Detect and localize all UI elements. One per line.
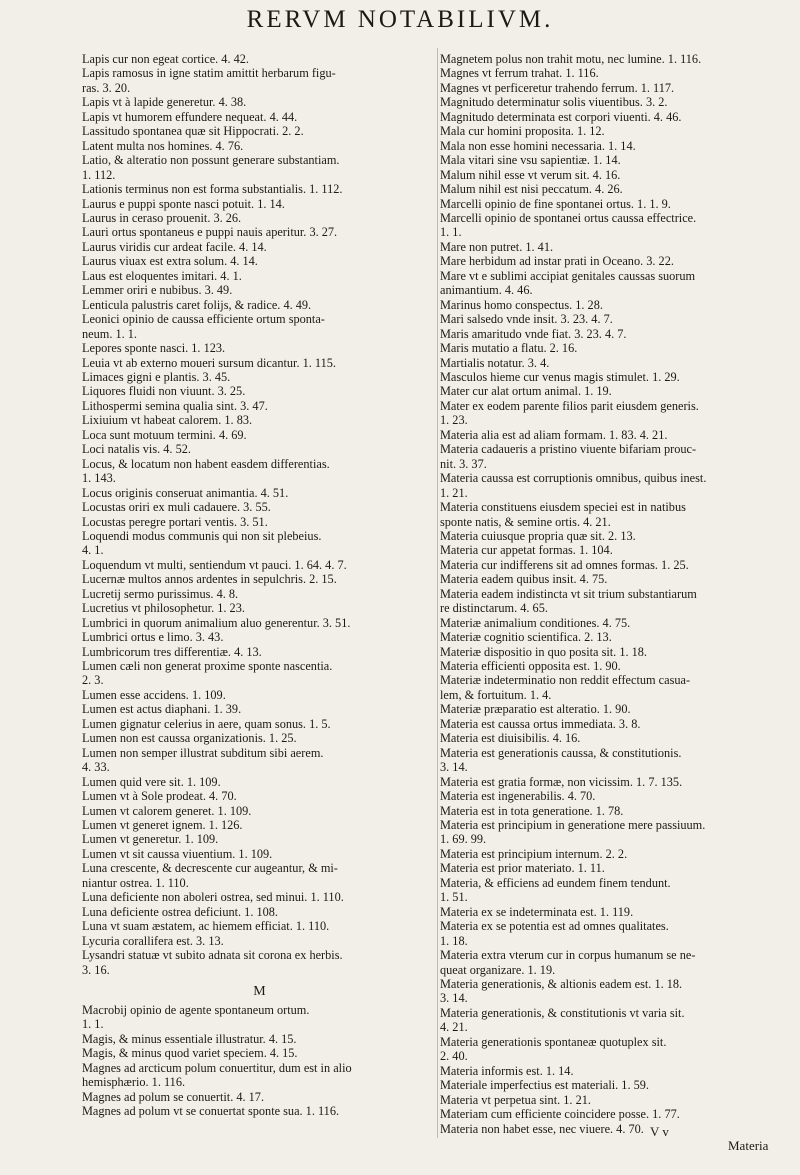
index-entry: Latent multa nos homines. 4. 76. (82, 138, 244, 153)
index-entry: Loca sunt motuum termini. 4. 69. (82, 427, 247, 442)
index-entry: sponte natis, & semine ortis. 4. 21. (440, 514, 611, 529)
index-entry: Loquendi modus communis qui non sit plebeius. (82, 528, 322, 543)
index-entry: Laurus in ceraso prouenit. 3. 26. (82, 210, 242, 225)
index-entry: 1. 143. (82, 471, 116, 486)
section-letter-heading: M (253, 984, 266, 999)
index-entry: Loquendum vt multi, sentiendum vt pauci. 1. 64. 4. 7. (82, 557, 347, 572)
index-entry: Materia est generationis caussa, & constitutionis. (440, 745, 682, 760)
index-entry: lem, & fortuitum. 1. 4. (440, 687, 552, 702)
index-entry: Malum nihil esse vt verum sit. 4. 16. (440, 167, 621, 182)
index-entry: Mare non putret. 1. 41. (440, 239, 554, 254)
index-entry: 1. 1. (440, 225, 462, 240)
index-entry: 1. 18. (440, 933, 468, 948)
index-entry: Mare vt e sublimi accipiat genitales caussas suorum (440, 268, 696, 283)
index-entry: Locus originis conseruat animantia. 4. 51. (82, 485, 289, 500)
index-entry: Laurus e puppi sponte nasci potuit. 1. 14. (82, 196, 285, 211)
index-entry: Materiæ cognitio scientifica. 2. 13. (440, 630, 612, 645)
index-entry: Lapis ramosus in igne statim amittit herbarum figu- (82, 66, 336, 81)
index-entry: Lepores sponte nasci. 1. 123. (82, 341, 226, 356)
column-divider (437, 48, 438, 1138)
index-entry: Lucernæ multos annos ardentes in sepulchris. 2. 15. (82, 572, 337, 587)
index-entry: Materia generationis, & constitutionis vt varia sit. (440, 1005, 685, 1020)
index-entry: Mater ex eodem parente filios parit eiusdem generis. (440, 398, 699, 413)
index-entry: Materia est caussa ortus immediata. 3. 8. (440, 716, 641, 731)
index-entry: ras. 3. 20. (82, 80, 131, 95)
index-entry: Materia efficienti opposita est. 1. 90. (440, 659, 621, 674)
index-entry: Materia est diuisibilis. 4. 16. (440, 731, 581, 746)
index-entry: 3. 14. (440, 760, 468, 775)
index-entry: 1. 112. (82, 167, 116, 182)
index-entry: Lysandri statuæ vt subito adnata sit corona ex herbis. (82, 948, 343, 963)
index-entry: Magnes vt ferrum trahat. 1. 116. (440, 66, 599, 81)
index-entry: Leonici opinio de caussa efficiente ortum sponta- (82, 312, 325, 327)
index-entry: Lumbrici in quorum animalium aluo generentur. 3. 51. (82, 615, 351, 630)
index-entry: Masculos hieme cur venus magis stimulet. 1. 29. (440, 369, 680, 384)
index-entry: Lumen est actus diaphani. 1. 39. (82, 702, 242, 717)
index-entry: Leuia vt ab externo moueri sursum dicantur. 1. 115. (82, 355, 336, 370)
index-entry: Lumen non semper illustrat subditum sibi aerem. (82, 745, 324, 760)
right-column (440, 52, 780, 1136)
index-entry: Materiale imperfectius est materiali. 1. 59. (440, 1078, 649, 1093)
index-entry: Lumen non est caussa organizationis. 1. 25. (82, 731, 297, 746)
index-entry: Materia ex se indeterminata est. 1. 119. (440, 904, 634, 919)
index-entry: Lumen quid vere sit. 1. 109. (82, 774, 221, 789)
index-entry: Lumbricorum tres differentiæ. 4. 13. (82, 644, 262, 659)
index-entry: Magnitudo determinata est corpori viuenti. 4. 46. (440, 109, 682, 124)
index-entry: Materiæ præparatio est alteratio. 1. 90. (440, 702, 631, 717)
index-entry: animantium. 4. 46. (440, 283, 533, 298)
catchword: Materia (728, 1138, 769, 1153)
index-entry: niantur ostrea. 1. 110. (82, 875, 189, 890)
index-entry: Materia alia est ad aliam formam. 1. 83. 4. 21. (440, 427, 668, 442)
index-entry: Marcelli opinio de spontanei ortus caussa effectrice. (440, 210, 697, 225)
index-entry: Maris mutatio a flatu. 2. 16. (440, 341, 578, 356)
index-entry: Lationis terminus non est forma substantialis. 1. 112. (82, 182, 343, 197)
index-entry: Materia eadem indistincta vt sit trium substantiarum (440, 586, 697, 601)
index-entry: Laurus viuax est extra solum. 4. 14. (82, 254, 258, 269)
index-entry: Lapis vt à lapide generetur. 4. 38. (82, 95, 247, 110)
index-entry: Materia vt perpetua sint. 1. 21. (440, 1092, 591, 1107)
index-entry: Materia est ingenerabilis. 4. 70. (440, 789, 596, 804)
index-entry: Lenticula palustris caret folijs, & radice. 4. 49. (82, 297, 312, 312)
index-entry: Lapis vt humorem effundere nequeat. 4. 44. (82, 109, 298, 124)
index-entry: Lithospermi semina qualia sint. 3. 47. (82, 398, 268, 413)
index-entry: Maris amaritudo vnde fiat. 3. 23. 4. 7. (440, 326, 627, 341)
index-entry: Materia constituens eiusdem speciei est in natibus (440, 500, 686, 515)
index-entry: 4. 33. (82, 760, 110, 775)
index-entry: Materia cuiusque propria quæ sit. 2. 13. (440, 528, 636, 543)
index-entry: Materia cur appetat formas. 1. 104. (440, 543, 613, 558)
left-column (82, 52, 437, 1119)
index-entry: Lumen vt generet ignem. 1. 126. (82, 818, 243, 833)
index-entry: Materiæ indeterminatio non reddit effectum casua- (440, 673, 691, 688)
index-entry: Materia cur indifferens sit ad omnes formas. 1. 25. (440, 557, 689, 572)
right-entry-list (440, 52, 780, 1136)
index-entry: Limaces gigni e plantis. 3. 45. (82, 369, 231, 384)
index-entry: Luna deficiente non aboleri ostrea, sed minui. 1. 110. (82, 890, 344, 905)
index-entry: Materia est prior materiato. 1. 11. (440, 861, 605, 876)
index-entry: 1. 51. (440, 890, 468, 905)
index-entry: Materia informis est. 1. 14. (440, 1063, 574, 1078)
index-entry: Materiæ animalium conditiones. 4. 75. (440, 615, 631, 630)
index-entry: Luna deficiente ostrea deficiunt. 1. 108. (82, 904, 278, 919)
index-entry: Lycuria corallifera est. 3. 13. (82, 933, 224, 948)
m-section-entry-list (82, 1003, 437, 1119)
index-entry: Magis, & minus essentiale illustratur. 4. 15. (82, 1031, 297, 1046)
index-entry: 4. 1. (82, 543, 104, 558)
index-entry: Macrobij opinio de agente spontaneum ortum. (82, 1003, 310, 1017)
index-entry: Malum nihil est nisi peccatum. 4. 26. (440, 182, 623, 197)
index-entry: Materia non habet esse, nec viuere. 4. 70. (440, 1121, 644, 1136)
index-entry: Mater cur alat ortum animal. 1. 19. (440, 384, 612, 399)
index-entry: Magnes ad arcticum polum conuertitur, dum est in alio (82, 1060, 352, 1075)
index-entry: Magnes vt perficeretur trahendo ferrum. 1. 117. (440, 80, 675, 95)
index-entry: Lumen vt à Sole prodeat. 4. 70. (82, 789, 237, 804)
index-entry: Lucretius vt philosophetur. 1. 23. (82, 601, 245, 616)
index-entry: Locus, & locatum non habent easdem differentias. (82, 456, 330, 471)
index-entry: Materia cadaueris a pristino viuente bifariam prouc- (440, 442, 697, 457)
index-entry: 3. 16. (82, 962, 110, 977)
index-entry: Lumbrici ortus e limo. 3. 43. (82, 630, 224, 645)
index-entry: Materia extra vterum cur in corpus humanum se ne- (440, 948, 696, 963)
index-entry: Magnetem polus non trahit motu, nec lumine. 1. 116. (440, 52, 702, 66)
index-entry: Martialis notatur. 3. 4. (440, 355, 550, 370)
index-entry: Laurus viridis cur ardeat facile. 4. 14. (82, 239, 267, 254)
index-entry: re distinctarum. 4. 65. (440, 601, 548, 616)
index-entry: Materia caussa est corruptionis omnibus, quibus inest. (440, 471, 707, 486)
index-entry: Lixiuium vt habeat calorem. 1. 83. (82, 413, 253, 428)
index-entry: Materia ex se potentia est ad omnes qualitates. (440, 919, 669, 934)
index-entry: Lauri ortus spontaneus e puppi nauis aperitur. 3. 27. (82, 225, 338, 240)
index-entry: Lumen gignatur celerius in aere, quam sonus. 1. 5. (82, 716, 331, 731)
index-entry: Lucretij sermo purissimus. 4. 8. (82, 586, 239, 601)
index-entry: Lemmer oriri e nubibus. 3. 49. (82, 283, 233, 298)
index-entry: Magis, & minus quod variet speciem. 4. 15. (82, 1046, 298, 1061)
index-entry: Materia est principium in generatione mere passiuum. (440, 818, 706, 833)
index-entry: 3. 14. (440, 991, 468, 1006)
signature-mark: V v (650, 1124, 669, 1139)
index-entry: Lumen vt calorem generet. 1. 109. (82, 803, 252, 818)
index-entry: Materia est gratia formæ, non vicissim. 1. 7. 135. (440, 774, 683, 789)
index-entry: Materia generationis, & altionis eadem est. 1. 18. (440, 977, 683, 991)
index-entry: 1. 23. (440, 413, 468, 428)
index-entry: Locustas peregre portari ventis. 3. 51. (82, 514, 268, 529)
index-entry: queat organizare. 1. 19. (440, 962, 556, 977)
index-entry: Materia est principium internum. 2. 2. (440, 846, 628, 861)
index-entry: 4. 21. (440, 1020, 468, 1035)
index-entry: Mala vitari sine vsu sapientiæ. 1. 14. (440, 153, 621, 168)
index-entry: 2. 40. (440, 1049, 468, 1064)
page-title: RERVM NOTABILIVM. (246, 6, 554, 33)
index-entry: Lumen cæli non generat proxime sponte nascentia. (82, 659, 333, 674)
index-entry: Materiæ dispositio in quo posita sit. 1. 18. (440, 644, 647, 659)
index-entry: hemisphærio. 1. 116. (82, 1075, 186, 1090)
index-entry: Loci natalis vis. 4. 52. (82, 442, 191, 457)
index-entry: Magnes ad polum vt se conuertat sponte sua. 1. 116. (82, 1104, 340, 1119)
index-entry: Lumen vt generetur. 1. 109. (82, 832, 219, 847)
index-entry: Marinus homo conspectus. 1. 28. (440, 297, 603, 312)
index-entry: Mare herbidum ad instar prati in Oceano. 3. 22. (440, 254, 674, 269)
index-entry: 1. 1. (82, 1017, 104, 1032)
index-entry: 2. 3. (82, 673, 104, 688)
index-entry: Locustas oriri ex muli cadauere. 3. 55. (82, 500, 271, 515)
index-entry: Magnes ad polum se conuertit. 4. 17. (82, 1089, 265, 1104)
index-entry: Liquores fluidi non viuunt. 3. 25. (82, 384, 246, 399)
index-entry: neum. 1. 1. (82, 326, 137, 341)
index-entry: Luna vt suam æstatem, ac hiemem efficiat. 1. 110. (82, 919, 330, 934)
index-entry: nit. 3. 37. (440, 456, 487, 471)
index-entry: 1. 21. (440, 485, 468, 500)
index-entry: Lassitudo spontanea quæ sit Hippocrati. 2. 2. (82, 124, 304, 139)
index-entry: Mari salsedo vnde insit. 3. 23. 4. 7. (440, 312, 613, 327)
index-entry: Materiam cum efficiente coincidere posse. 1. 77. (440, 1107, 680, 1122)
index-entry: Luna crescente, & decrescente cur augeantur, & mi- (82, 861, 338, 876)
index-entry: Mala cur homini proposita. 1. 12. (440, 124, 605, 139)
index-entry: Lapis cur non egeat cortice. 4. 42. (82, 52, 249, 66)
index-entry: Latio, & alteratio non possunt generare substantiam. (82, 153, 340, 168)
index-entry: 1. 69. 99. (440, 832, 487, 847)
index-entry: Laus est eloquentes imitari. 4. 1. (82, 268, 242, 283)
index-entry: Marcelli opinio de fine spontanei ortus. 1. 1. 9. (440, 196, 671, 211)
index-entry: Materia est in tota generatione. 1. 78. (440, 803, 624, 818)
index-entry: Lumen vt sit caussa viuentium. 1. 109. (82, 846, 273, 861)
left-entry-list (82, 52, 437, 977)
index-entry: Magnitudo determinatur solis viuentibus. 3. 2. (440, 95, 668, 110)
index-entry: Mala non esse homini necessaria. 1. 14. (440, 138, 636, 153)
index-entry: Materia generationis spontaneæ quotuplex sit. (440, 1034, 667, 1049)
index-entry: Materia eadem quibus insit. 4. 75. (440, 572, 608, 587)
index-entry: Lumen esse accidens. 1. 109. (82, 687, 226, 702)
index-entry: Materia, & efficiens ad eundem finem tendunt. (440, 875, 671, 890)
